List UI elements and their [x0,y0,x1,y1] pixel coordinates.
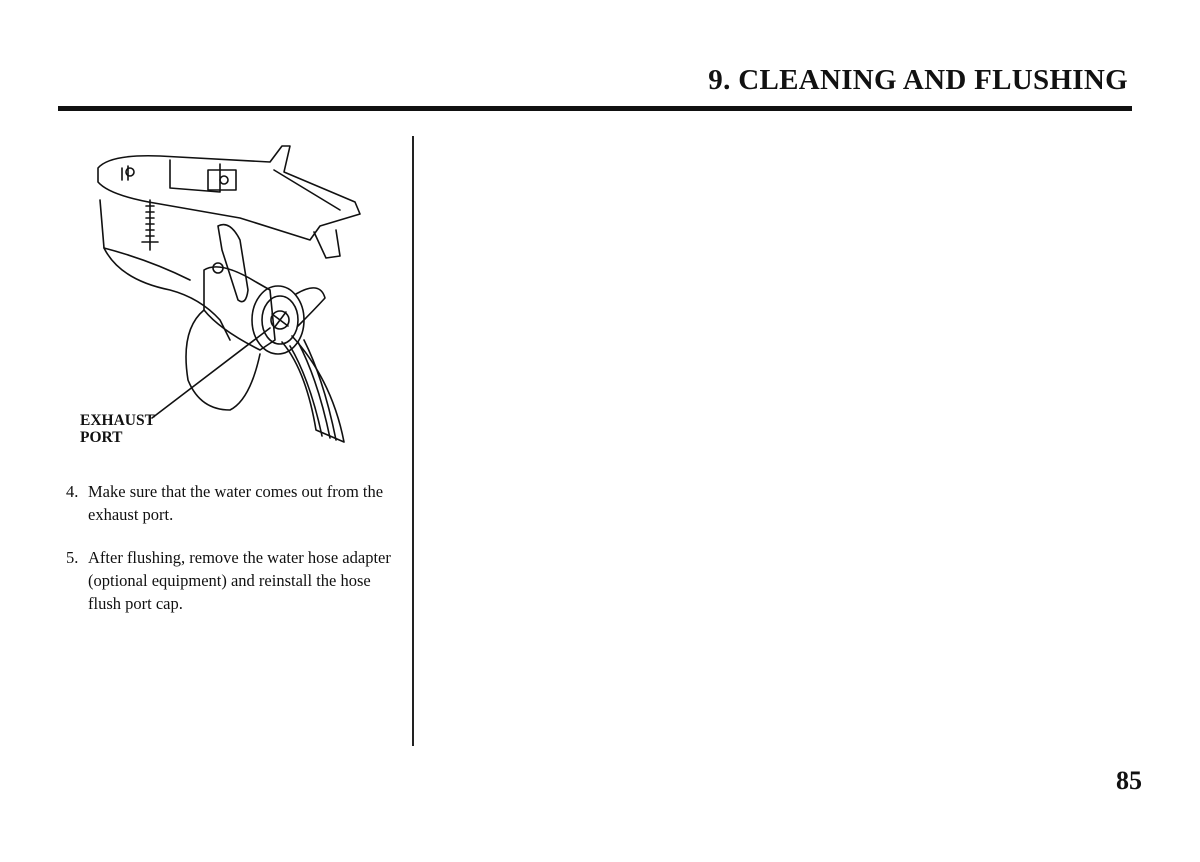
step-text: Make sure that the water comes out from the exhaust port. [88,482,384,524]
lower-unit-propeller-drawing [70,130,390,460]
page-number: 85 [1116,766,1142,795]
list-item [66,480,406,526]
step-number: 5. [66,548,79,567]
step-text: After flushing, remove the water hose adapter (optional equipment) and reinstall the hose flush port cap. [88,548,391,613]
step-number: 4. [66,482,79,501]
column-divider [412,136,414,746]
callout-line-2: PORT [80,429,123,446]
page-title: 9. CLEANING AND FLUSHING [708,64,1128,96]
list-item [66,546,406,615]
instruction-list [66,480,406,635]
header-rule [58,106,1132,111]
outboard-motor-illustration [70,130,390,460]
exhaust-port-callout [80,412,155,446]
callout-line-1: EXHAUST [80,412,155,429]
